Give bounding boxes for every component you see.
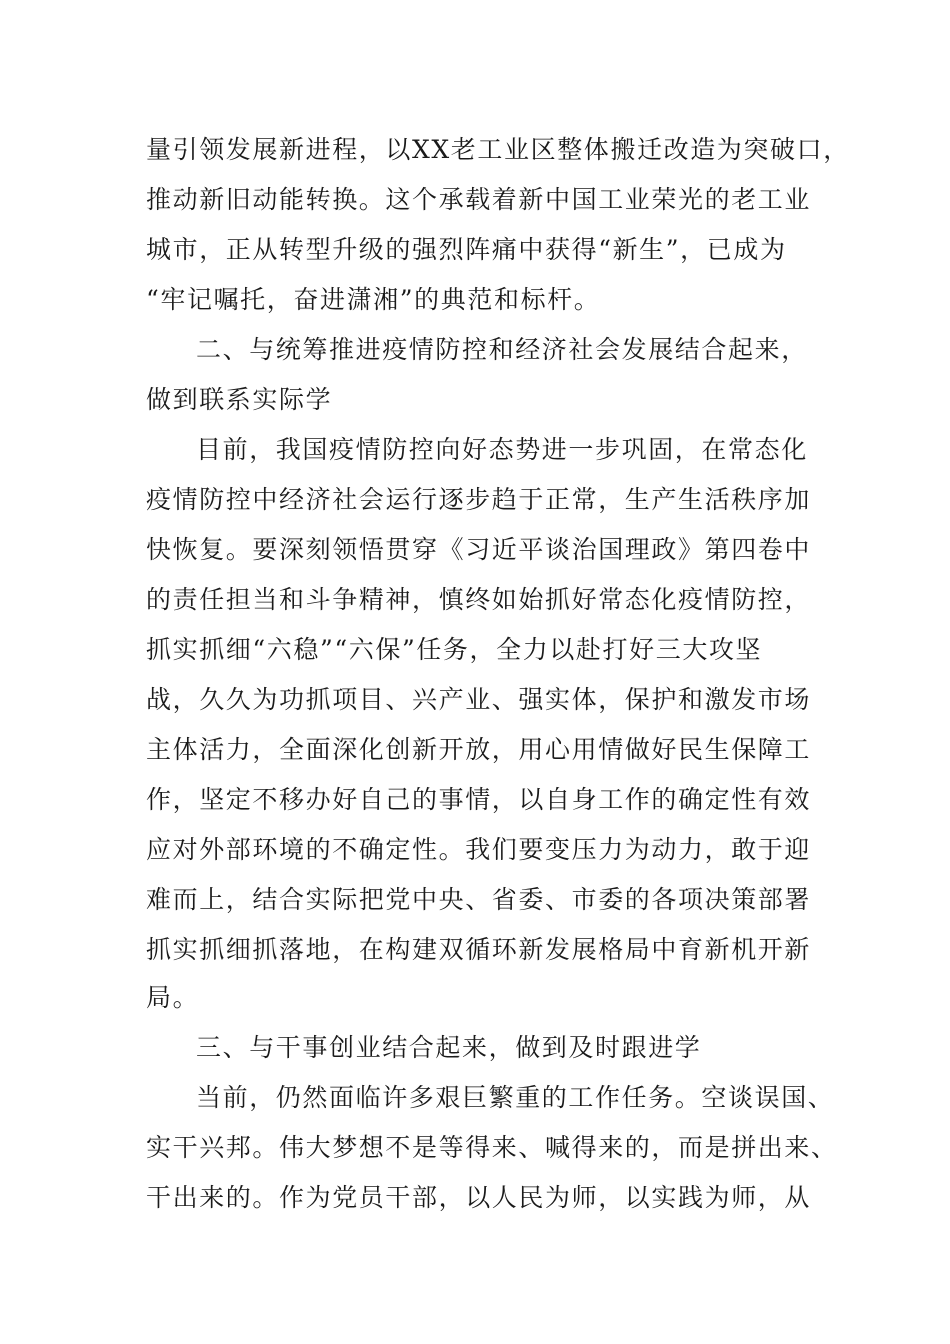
text-line: 干出来的。作为党员干部，以人民为师，以实践为师，从 [146, 1183, 812, 1212]
text-line: 主体活力，全面深化创新开放，用心用情做好民生保障工 [146, 735, 812, 764]
text-line: 战，久久为功抓项目、兴产业、强实体，保护和激发市场 [146, 685, 812, 714]
text-line: 局。 [146, 983, 200, 1012]
text-line: 目前，我国疫情防控向好态势进一步巩固，在常态化 [196, 435, 808, 464]
text-line: 的责任担当和斗争精神，慎终如始抓好常态化疫情防控， [146, 585, 812, 614]
text-line: 抓实抓细抓落地，在构建双循环新发展格局中育新机开新 [146, 935, 812, 964]
text-line: 快恢复。要深刻领悟贯穿《习近平谈治国理政》第四卷中 [146, 535, 812, 564]
text-line: 抓实抓细“六稳”“六保”任务，全力以赴打好三大攻坚 [146, 635, 763, 664]
text-line: 难而上，结合实际把党中央、省委、市委的各项决策部署 [146, 885, 812, 914]
text-line: 量引领发展新进程，以XX老工业区整体搬迁改造为突破口， [146, 135, 850, 164]
text-line: 实干兴邦。伟大梦想不是等得来、喊得来的，而是拼出来、 [146, 1133, 838, 1162]
section-heading: 三、与干事创业结合起来，做到及时跟进学 [196, 1033, 702, 1062]
text-line: “牢记嘱托，奋进潇湘”的典范和标杆。 [146, 285, 601, 314]
text-line: 疫情防控中经济社会运行逐步趋于正常，生产生活秩序加 [146, 485, 812, 514]
section-heading-continued: 做到联系实际学 [146, 385, 333, 414]
section-heading: 二、与统筹推进疫情防控和经济社会发展结合起来， [196, 335, 808, 364]
text-line: 作，坚定不移办好自己的事情，以自身工作的确定性有效 [146, 785, 812, 814]
text-line: 当前，仍然面临许多艰巨繁重的工作任务。空谈误国、 [196, 1083, 835, 1112]
text-line: 城市，正从转型升级的强烈阵痛中获得“新生”，已成为 [146, 235, 787, 264]
text-line: 推动新旧动能转换。这个承载着新中国工业荣光的老工业 [146, 185, 812, 214]
text-line: 应对外部环境的不确定性。我们要变压力为动力，敢于迎 [146, 835, 812, 864]
